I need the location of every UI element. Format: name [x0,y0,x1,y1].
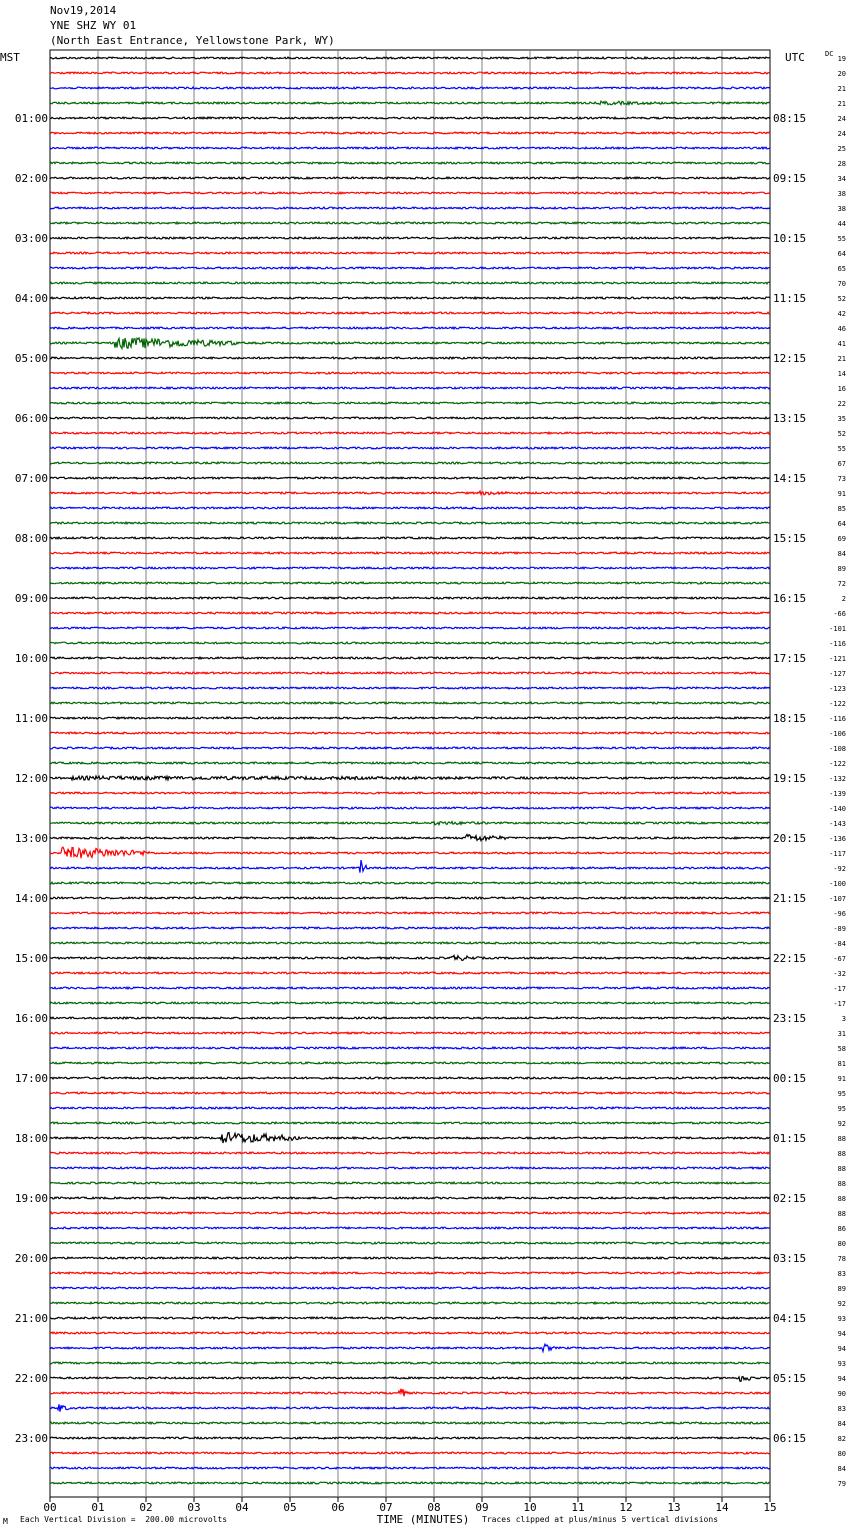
seismic-trace [50,987,770,989]
dc-offset-value: 2 [841,595,846,603]
seismic-trace [50,417,770,419]
dc-offset-value: 55 [837,445,846,453]
right-hour-label: 13:15 [773,412,807,425]
dc-offset-value: 16 [837,385,846,393]
dc-offset-value: 79 [837,1480,846,1488]
dc-offset-value: 92 [837,1120,846,1128]
seismic-trace [50,1107,770,1109]
left-hour-label: 17:00 [14,1072,48,1085]
dc-offset-value: -122 [829,760,846,768]
right-hour-label: 12:15 [773,352,807,365]
dc-offset-value: 89 [837,1285,846,1293]
seismic-trace [50,792,770,794]
dc-offset-value: 88 [837,1135,846,1143]
plot-frame [50,50,770,1497]
left-hour-label: 14:00 [14,892,48,905]
x-tick-label: 13 [667,1501,681,1514]
x-tick-label: 11 [571,1501,585,1514]
seismic-trace [50,1227,770,1229]
seismic-trace [50,507,770,509]
seismic-trace [50,1332,770,1334]
seismic-trace [50,447,770,449]
seismic-trace [50,1133,770,1143]
dc-offset-value: 25 [837,145,846,153]
seismic-trace [50,1389,770,1396]
right-hour-label: 02:15 [773,1192,807,1205]
right-hour-label: 11:15 [773,292,807,305]
dc-offset-value: 80 [837,1240,846,1248]
dc-offset-value: 73 [837,475,846,483]
dc-offset-value: 69 [837,535,846,543]
right-hour-label: 08:15 [773,112,807,125]
dc-offset-value: 91 [837,1075,846,1083]
left-hour-label: 16:00 [14,1012,48,1025]
dc-offset-value: 38 [837,205,846,213]
right-hour-label: 10:15 [773,232,807,245]
left-hour-label: 15:00 [14,952,48,965]
dc-offset-value: 94 [837,1345,846,1353]
left-timezone-label: MST [0,51,20,64]
seismic-trace [50,912,770,914]
dc-offset-value: -143 [829,820,846,828]
seismic-trace [50,1467,770,1469]
seismic-trace [50,657,770,659]
dc-offset-value: 89 [837,565,846,573]
dc-offset-value: -136 [829,835,846,843]
seismic-trace [50,1482,770,1484]
seismic-trace [50,1437,770,1439]
dc-offset-value: -101 [829,625,846,633]
seismic-trace [50,1344,770,1351]
seismic-trace [50,942,770,944]
seismic-trace [50,1197,770,1199]
dc-offset-value: 91 [837,490,846,498]
seismic-trace [50,847,770,858]
x-axis-title: TIME (MINUTES) [376,1513,470,1526]
dc-offset-value: 84 [837,1420,846,1428]
seismic-trace [50,147,770,149]
seismic-trace [50,252,770,254]
seismic-trace [50,477,770,479]
dc-offset-value: -108 [829,745,846,753]
dc-offset-value: 35 [837,415,846,423]
x-tick-label: 05 [283,1501,297,1514]
seismic-trace [50,87,770,89]
x-tick-label: 07 [379,1501,393,1514]
dc-offset-value: 20 [837,70,846,78]
seismic-trace [50,567,770,569]
seismic-trace [50,432,770,434]
seismic-trace [50,177,770,179]
dc-offset-value: 46 [837,325,846,333]
left-hour-label: 19:00 [14,1192,48,1205]
seismic-trace [50,642,770,644]
seismic-trace [50,687,770,689]
dc-offset-header: DC [825,50,834,58]
dc-offset-value: -96 [833,910,846,918]
dc-offset-value: 19 [837,55,846,63]
dc-offset-value: -116 [829,640,846,648]
dc-offset-value: 24 [837,115,846,123]
dc-offset-value: -107 [829,895,846,903]
left-hour-label: 04:00 [14,292,48,305]
right-hour-label: 06:15 [773,1432,807,1445]
seismic-trace [50,297,770,299]
seismic-trace [50,491,770,495]
seismic-trace [50,1302,770,1304]
seismic-trace [50,927,770,929]
left-hour-label: 02:00 [14,172,48,185]
dc-offset-value: 55 [837,235,846,243]
seismic-trace [50,1092,770,1094]
dc-offset-value: 92 [837,1300,846,1308]
dc-offset-value: 82 [837,1435,846,1443]
seismic-trace [50,222,770,224]
dc-offset-value: 52 [837,295,846,303]
seismic-trace [50,860,770,873]
seismic-trace [50,72,770,74]
right-hour-label: 22:15 [773,952,807,965]
right-hour-label: 19:15 [773,772,807,785]
seismic-trace [50,582,770,584]
right-hour-label: 09:15 [773,172,807,185]
right-hour-label: 05:15 [773,1372,807,1385]
x-tick-label: 09 [475,1501,489,1514]
seismic-trace [50,1272,770,1274]
right-hour-label: 03:15 [773,1252,807,1265]
right-hour-label: 14:15 [773,472,807,485]
seismic-trace [50,1152,770,1154]
seismic-trace [50,237,770,239]
seismic-trace [50,1242,770,1244]
left-hour-label: 13:00 [14,832,48,845]
left-hour-label: 18:00 [14,1132,48,1145]
dc-offset-value: 88 [837,1195,846,1203]
seismic-trace [50,1032,770,1034]
dc-offset-value: 78 [837,1255,846,1263]
x-tick-label: 12 [619,1501,633,1514]
clip-note: Traces clipped at plus/minus 5 vertical divisions [482,1515,719,1524]
left-hour-label: 01:00 [14,112,48,125]
seismic-trace [50,1452,770,1454]
dc-offset-value: 28 [837,160,846,168]
seismic-trace [50,1167,770,1169]
dc-offset-value: 67 [837,460,846,468]
dc-offset-value: 21 [837,355,846,363]
dc-offset-value: 44 [837,220,846,228]
dc-offset-value: 94 [837,1330,846,1338]
seismic-trace [50,747,770,749]
dc-offset-value: -17 [833,1000,846,1008]
dc-offset-value: 83 [837,1270,846,1278]
dc-offset-value: 31 [837,1030,846,1038]
dc-offset-value: -123 [829,685,846,693]
seismic-trace [50,1002,770,1004]
dc-offset-value: -140 [829,805,846,813]
dc-offset-value: 21 [837,85,846,93]
seismic-trace [50,972,770,974]
right-hour-label: 01:15 [773,1132,807,1145]
right-hour-label: 00:15 [773,1072,807,1085]
seismic-trace [50,1077,770,1079]
right-hour-label: 18:15 [773,712,807,725]
seismic-trace [50,762,770,764]
left-hour-label: 08:00 [14,532,48,545]
seismic-trace [50,1362,770,1364]
x-tick-label: 14 [715,1501,729,1514]
seismic-trace [50,402,770,404]
dc-offset-value: 64 [837,250,846,258]
seismic-trace [50,835,770,841]
dc-offset-value: 84 [837,550,846,558]
x-tick-label: 04 [235,1501,249,1514]
dc-offset-value: 88 [837,1210,846,1218]
seismic-trace [50,1317,770,1319]
right-hour-label: 20:15 [773,832,807,845]
corner-mark: M [3,1517,8,1526]
seismic-trace [50,1182,770,1184]
dc-offset-value: 21 [837,100,846,108]
seismic-trace [50,1404,770,1411]
seismic-trace [50,101,770,105]
seismic-trace [50,117,770,119]
x-tick-label: 08 [427,1501,441,1514]
seismic-trace [50,267,770,269]
dc-offset-value: 94 [837,1375,846,1383]
x-tick-label: 02 [139,1501,153,1514]
dc-offset-value: -32 [833,970,846,978]
dc-offset-value: -100 [829,880,846,888]
seismic-trace [50,207,770,209]
right-timezone-label: UTC [785,51,805,64]
dc-offset-value: -67 [833,955,846,963]
seismic-trace [50,1062,770,1064]
left-hour-label: 10:00 [14,652,48,665]
seismic-trace [50,1287,770,1289]
seismic-trace [50,732,770,734]
dc-offset-value: 42 [837,310,846,318]
dc-offset-value: -116 [829,715,846,723]
seismic-trace [50,897,770,899]
left-hour-label: 12:00 [14,772,48,785]
left-hour-label: 03:00 [14,232,48,245]
seismic-trace [50,338,770,349]
x-tick-label: 15 [763,1501,777,1514]
dc-offset-value: 24 [837,130,846,138]
x-tick-label: 03 [187,1501,201,1514]
dc-offset-value: 86 [837,1225,846,1233]
dc-offset-value: 41 [837,340,846,348]
seismic-trace [50,702,770,704]
seismic-trace [50,882,770,884]
seismic-trace [50,327,770,329]
station-location: (North East Entrance, Yellowstone Park, WY) [50,34,335,47]
dc-offset-value: -66 [833,610,846,618]
right-hour-label: 23:15 [773,1012,807,1025]
right-hour-label: 17:15 [773,652,807,665]
dc-offset-value: 88 [837,1180,846,1188]
right-hour-label: 04:15 [773,1312,807,1325]
dc-offset-value: 95 [837,1105,846,1113]
dc-offset-value: 83 [837,1405,846,1413]
dc-offset-value: 88 [837,1150,846,1158]
dc-offset-value: -121 [829,655,846,663]
seismic-trace [50,357,770,359]
seismic-trace [50,1257,770,1259]
seismic-trace [50,776,770,780]
dc-offset-value: -127 [829,670,846,678]
dc-offset-value: 65 [837,265,846,273]
right-hour-label: 15:15 [773,532,807,545]
seismic-trace [50,672,770,674]
left-hour-label: 05:00 [14,352,48,365]
seismic-trace [50,717,770,719]
seismic-trace [50,192,770,194]
dc-offset-value: -92 [833,865,846,873]
station-code: YNE SHZ WY 01 [50,19,137,32]
seismic-trace [50,372,770,374]
seismic-trace [50,955,770,960]
seismic-trace [50,1377,770,1382]
right-hour-label: 16:15 [773,592,807,605]
dc-offset-value: -139 [829,790,846,798]
dc-offset-value: 84 [837,1465,846,1473]
dc-offset-value: 93 [837,1315,846,1323]
dc-offset-value: -84 [833,940,846,948]
seismic-trace [50,462,770,464]
left-hour-label: 09:00 [14,592,48,605]
x-tick-label: 01 [91,1501,105,1514]
dc-offset-value: -117 [829,850,846,858]
seismic-trace [50,597,770,599]
seismic-trace [50,57,770,59]
dc-offset-value: 3 [841,1015,846,1023]
dc-offset-value: 34 [837,175,846,183]
dc-offset-value: 88 [837,1165,846,1173]
seismic-trace [50,822,770,825]
seismic-trace [50,612,770,614]
left-hour-label: 23:00 [14,1432,48,1445]
right-hour-label: 21:15 [773,892,807,905]
dc-offset-value: 81 [837,1060,846,1068]
dc-offset-value: 38 [837,190,846,198]
dc-offset-value: 72 [837,580,846,588]
dc-offset-value: 93 [837,1360,846,1368]
dc-offset-value: 80 [837,1450,846,1458]
dc-offset-value: 14 [837,370,846,378]
dc-offset-value: 22 [837,400,846,408]
left-hour-label: 20:00 [14,1252,48,1265]
seismic-trace [50,1422,770,1424]
dc-offset-value: -89 [833,925,846,933]
dc-offset-value: 64 [837,520,846,528]
seismic-trace [50,1212,770,1214]
seismic-trace [50,1047,770,1049]
dc-offset-value: -17 [833,985,846,993]
left-hour-label: 21:00 [14,1312,48,1325]
dc-offset-value: 70 [837,280,846,288]
seismic-trace [50,132,770,134]
x-tick-label: 10 [523,1501,537,1514]
seismic-trace [50,387,770,389]
seismic-trace [50,522,770,524]
seismic-trace [50,807,770,809]
seismic-trace [50,312,770,314]
seismic-trace [50,1017,770,1019]
left-hour-label: 22:00 [14,1372,48,1385]
dc-offset-value: 90 [837,1390,846,1398]
left-hour-label: 07:00 [14,472,48,485]
dc-offset-value: 95 [837,1090,846,1098]
dc-offset-value: -106 [829,730,846,738]
left-hour-label: 06:00 [14,412,48,425]
dc-offset-value: 85 [837,505,846,513]
seismic-trace [50,162,770,164]
x-tick-label: 00 [43,1501,57,1514]
dc-offset-value: -132 [829,775,846,783]
seismic-trace [50,282,770,284]
x-tick-label: 06 [331,1501,345,1514]
dc-offset-value: 52 [837,430,846,438]
dc-offset-value: -122 [829,700,846,708]
scale-note: Each Vertical Division = 200.00 microvolts [20,1515,228,1524]
seismic-trace [50,537,770,539]
seismic-trace [50,552,770,554]
left-hour-label: 11:00 [14,712,48,725]
seismic-trace [50,627,770,629]
seismic-trace [50,1122,770,1124]
dc-offset-value: 58 [837,1045,846,1053]
plot-date: Nov19,2014 [50,4,117,17]
